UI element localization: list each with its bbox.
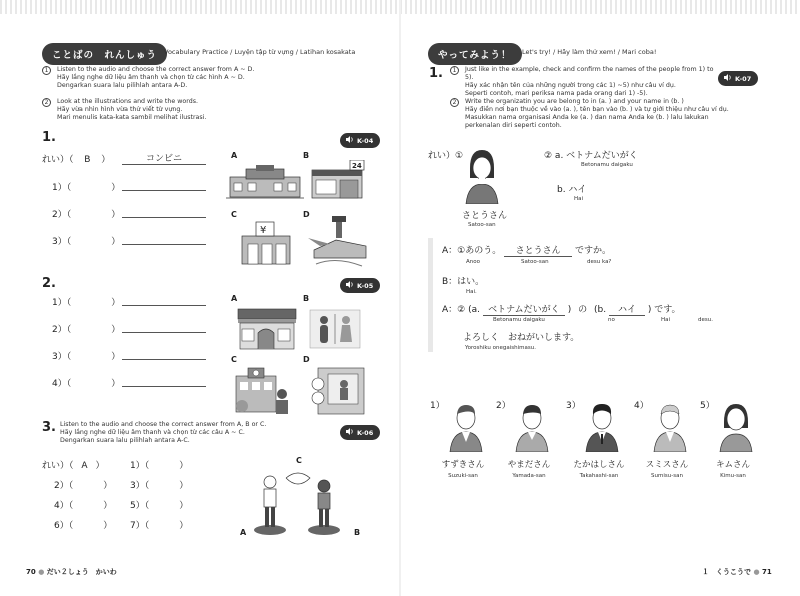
s3-item-4 bbox=[54, 498, 112, 511]
section-2-number: 2. bbox=[42, 276, 56, 291]
s3-item-3 bbox=[130, 478, 188, 491]
left-footer bbox=[26, 567, 117, 577]
s1-row-1 bbox=[52, 180, 120, 193]
row-label: 6）（ bbox=[54, 521, 74, 531]
dialog-line-3-romaji-4: desu. bbox=[698, 317, 713, 323]
people-row bbox=[428, 398, 778, 488]
example-label: れい）（ bbox=[42, 155, 74, 165]
bracket-close: ） bbox=[179, 481, 189, 491]
person-number: 4） bbox=[634, 401, 649, 411]
person-romaji: Suzuki-san bbox=[448, 473, 478, 479]
restroom-illustration bbox=[306, 308, 364, 350]
s1-write-line-3[interactable] bbox=[122, 244, 206, 245]
person-number: 5） bbox=[700, 401, 715, 411]
s3-pic-label-b: B bbox=[354, 528, 361, 537]
person-romaji: Takahashi-san bbox=[579, 473, 619, 479]
s1-pic-label-a: A bbox=[231, 151, 238, 160]
school-illustration bbox=[234, 366, 292, 416]
s1-write-line-2[interactable] bbox=[122, 217, 206, 218]
bracket-close: ） bbox=[103, 501, 113, 511]
s3-item-2 bbox=[54, 478, 112, 491]
speaker-icon bbox=[346, 136, 354, 145]
instr-line: Listen to the audio and choose the correct answer from A, B or C. bbox=[60, 421, 267, 428]
sign-24: 24 bbox=[352, 162, 362, 170]
atm-illustration bbox=[308, 366, 366, 416]
s2-pic-label-b: B bbox=[303, 294, 310, 303]
dialog-line-3-romaji-2: no bbox=[608, 317, 615, 323]
speaker-icon bbox=[724, 74, 732, 83]
bank-illustration bbox=[238, 220, 294, 266]
page-number: 71 bbox=[761, 568, 772, 576]
page-number: 70 bbox=[26, 568, 36, 576]
example-org: ② a. ベトナムだいがく bbox=[544, 151, 638, 161]
person-name: キムさん bbox=[716, 460, 750, 470]
row-label: 3）（ bbox=[130, 481, 150, 491]
bracket-close: ） bbox=[111, 352, 121, 362]
speaker-icon bbox=[346, 281, 354, 290]
dialog-line-1 bbox=[442, 243, 611, 257]
dialog-line-4: よろしく おねがいします。 bbox=[463, 333, 580, 343]
audio-track-label: K-04 bbox=[357, 137, 374, 145]
s2-pic-label-a: A bbox=[231, 294, 238, 303]
example-org-romaji: Betonamu daigaku bbox=[581, 162, 633, 168]
s3-pic-label-c: C bbox=[296, 456, 302, 465]
person-romaji: Kimu-san bbox=[720, 473, 746, 479]
bracket-close: ） bbox=[179, 461, 189, 471]
dialog-text: ) です。 bbox=[647, 305, 681, 315]
s2-pic-label-c: C bbox=[231, 355, 237, 364]
row-label: 7）（ bbox=[130, 521, 150, 531]
audio-button-k04[interactable] bbox=[340, 133, 380, 148]
row-label: 1）（ bbox=[52, 183, 72, 193]
s1-row-3 bbox=[52, 234, 120, 247]
bracket-close: ） bbox=[111, 325, 121, 335]
dialog-line-1-romaji-3: desu ka? bbox=[587, 259, 612, 265]
example-person-romaji: Satoo-san bbox=[468, 222, 496, 228]
conversation-illustration bbox=[250, 464, 354, 542]
instr-line: Hãy vừa nhìn hình vừa thử viết từ vựng. bbox=[57, 106, 183, 113]
instr-line: Just like in the example, check and confirm the names of the people from 1) to 5). bbox=[465, 66, 714, 81]
s1-example-row bbox=[42, 152, 110, 165]
s3-item-7 bbox=[130, 518, 188, 531]
s2-row-3 bbox=[52, 349, 120, 362]
person-name: スミスさん bbox=[645, 460, 689, 470]
person-2-portrait bbox=[514, 402, 550, 452]
bracket-close: ） bbox=[111, 237, 121, 247]
yen-sign: ¥ bbox=[260, 225, 267, 236]
instr-line: Dengarkan suara lalu pilihlah antara A-D. bbox=[57, 82, 188, 89]
bracket-close: ） bbox=[111, 210, 121, 220]
section-3-number: 3. bbox=[42, 420, 56, 435]
row-label: 1）（ bbox=[130, 461, 150, 471]
left-instruction-2 bbox=[42, 98, 362, 122]
satoo-portrait bbox=[464, 148, 500, 204]
s1-pic-label-c: C bbox=[231, 210, 237, 219]
row-label: 4）（ bbox=[54, 501, 74, 511]
row-label: 2）（ bbox=[54, 481, 74, 491]
audio-track-label: K-07 bbox=[735, 75, 752, 83]
s1-row-2 bbox=[52, 207, 120, 220]
dialog-blank-org: ベトナムだいがく bbox=[483, 302, 565, 316]
s1-pic-label-b: B bbox=[303, 151, 310, 160]
audio-button-k07[interactable] bbox=[718, 71, 758, 86]
dialog-text: (b. bbox=[594, 305, 607, 315]
left-section-subtitle: Vocabulary Practice / Luyện tập từ vựng / Latihan kosakata bbox=[164, 48, 356, 56]
person-romaji: Yamada-san bbox=[512, 473, 546, 479]
example-answer: A bbox=[81, 461, 88, 471]
instr-line: Dengarkan suara lalu pilihlah antara A-C. bbox=[60, 437, 190, 444]
s3-example bbox=[42, 458, 105, 471]
right-section-1-number: 1. bbox=[429, 66, 443, 81]
dialog-text: ですか。 bbox=[574, 246, 611, 256]
instr-line: Seperti contoh, mari periksa nama pada orang dari 1) -5). bbox=[465, 90, 648, 97]
s3-item-1 bbox=[130, 458, 188, 471]
dialog-blank-name: ハイ bbox=[609, 302, 645, 316]
bullet-dot-icon: ● bbox=[753, 568, 760, 576]
s2-row-4 bbox=[52, 376, 120, 389]
instr-line: perkenalan diri seperti contoh. bbox=[465, 122, 562, 129]
row-label: 1）（ bbox=[52, 298, 72, 308]
s1-pic-label-d: D bbox=[303, 210, 310, 219]
dialog-side-bar bbox=[428, 238, 433, 352]
page-spine bbox=[399, 0, 401, 596]
bracket-close: ） bbox=[111, 183, 121, 193]
example-answer: B bbox=[84, 155, 91, 165]
bracket-close: ） bbox=[179, 501, 189, 511]
instr-line: Hãy điền nơi bạn thuộc về vào (a. ), tên bạn vào (b. ) và tự giới thiệu như câu ví dụ. bbox=[465, 106, 729, 113]
bracket-close: ） bbox=[95, 461, 105, 471]
left-instruction-1 bbox=[42, 66, 362, 90]
right-footer bbox=[702, 567, 772, 577]
s2-write-line-3[interactable] bbox=[122, 359, 206, 360]
person-5-portrait bbox=[718, 402, 754, 452]
dialog-text: A：①あのう。 bbox=[442, 246, 502, 256]
s1-write-line-1[interactable] bbox=[122, 190, 206, 191]
dialog-text: の bbox=[578, 305, 588, 315]
audio-track-label: K-06 bbox=[357, 429, 374, 437]
s3-item-6 bbox=[54, 518, 112, 531]
s2-pic-label-d: D bbox=[303, 355, 310, 364]
s2-write-line-1[interactable] bbox=[122, 305, 206, 306]
example-label: れい）（ bbox=[42, 461, 74, 471]
s2-row-2 bbox=[52, 322, 120, 335]
audio-button-k05[interactable] bbox=[340, 278, 380, 293]
person-3-portrait bbox=[584, 402, 620, 452]
instr-line: Hãy lắng nghe dữ liệu âm thanh và chọn từ các câu A ~ C. bbox=[60, 429, 245, 436]
s2-write-line-4[interactable] bbox=[122, 386, 206, 387]
person-romaji: Sumisu-san bbox=[651, 473, 683, 479]
s3-pic-label-a: A bbox=[240, 528, 247, 537]
person-name: すずきさん bbox=[441, 460, 485, 470]
convenience-store-illustration bbox=[310, 160, 366, 202]
s3-item-5 bbox=[130, 498, 188, 511]
person-number: 2） bbox=[496, 401, 511, 411]
instruction-number: 2 bbox=[450, 98, 459, 107]
bracket-close: ） bbox=[103, 481, 113, 491]
person-1-portrait bbox=[448, 402, 484, 452]
dialog-line-4-romaji: Yoroshiku onegaishimasu. bbox=[465, 345, 536, 351]
person-name: やまださん bbox=[507, 460, 551, 470]
dialog-text: (a. bbox=[468, 305, 480, 315]
right-section-title: やってみよう！ bbox=[428, 43, 522, 65]
dialog-text: ) bbox=[567, 305, 572, 315]
dialog-line-1-romaji-1: Anoo bbox=[466, 259, 480, 265]
row-label: 3）（ bbox=[52, 352, 72, 362]
example-label: れい）① bbox=[428, 151, 464, 161]
audio-button-k06[interactable] bbox=[340, 425, 380, 440]
dialog-line-3-romaji-3: Hai bbox=[661, 317, 671, 323]
dialog-line-1-romaji-2: Satoo-san bbox=[521, 259, 549, 265]
example-name-romaji: Hai bbox=[574, 196, 584, 202]
person-4-portrait bbox=[652, 402, 688, 452]
audio-track-label: K-05 bbox=[357, 282, 374, 290]
bracket-close: ） bbox=[179, 521, 189, 531]
instruction-number: 1 bbox=[450, 66, 459, 75]
right-section-subtitle: Let's try! / Hãy làm thử xem! / Mari coba! bbox=[522, 48, 657, 56]
instruction-number: 2 bbox=[42, 98, 51, 107]
example-name: b. ハイ bbox=[557, 185, 587, 195]
speaker-icon bbox=[346, 428, 354, 437]
s3-instructions bbox=[60, 421, 330, 445]
row-label: 3）（ bbox=[52, 237, 72, 247]
left-section-title: ことばの れんしゅう bbox=[42, 43, 167, 65]
row-label: 2）（ bbox=[52, 325, 72, 335]
instr-line: Listen to the audio and choose the correct answer from A ~ D. bbox=[57, 66, 255, 73]
instr-line: Write the organizatin you are belong to in (a. ) and your name in (b. ) bbox=[465, 98, 684, 105]
s1-example-word: コンビニ bbox=[122, 151, 206, 165]
s2-row-1 bbox=[52, 295, 120, 308]
instr-line: Hãy lắng nghe dữ liệu âm thanh và chọn từ các hình A ~ D. bbox=[57, 74, 245, 81]
person-name: たかはしさん bbox=[573, 460, 625, 470]
dialog-text: A：② bbox=[442, 305, 469, 315]
instr-line: Hãy xác nhận tên của những người trong các 1) ~5) như câu ví dụ. bbox=[465, 82, 676, 89]
airport-illustration bbox=[306, 216, 368, 268]
person-number: 1） bbox=[430, 401, 445, 411]
bracket-close: ） bbox=[111, 298, 121, 308]
instruction-number: 1 bbox=[42, 66, 51, 75]
dialog-line-3 bbox=[442, 302, 681, 316]
dialog-blank-name: さとうさん bbox=[504, 243, 572, 257]
instr-line: Masukkan nama organisasi Anda ke (a. ) dan nama Anda ke (b. ) lalu lakukan bbox=[465, 114, 709, 121]
row-label: 2）（ bbox=[52, 210, 72, 220]
bracket-close: ） bbox=[111, 379, 121, 389]
chapter-title: だい２しょう かいわ bbox=[46, 568, 117, 576]
dialog-line-2-romaji: Hai. bbox=[466, 289, 477, 295]
shop-illustration bbox=[236, 305, 298, 351]
dialog-line-3-romaji-1: Betonamu daigaku bbox=[493, 317, 545, 323]
bracket-close: ） bbox=[103, 521, 113, 531]
chapter-title: １ くうこうで bbox=[702, 568, 751, 576]
instr-line: Look at the illustrations and write the words. bbox=[57, 98, 198, 105]
bullet-dot-icon: ● bbox=[38, 568, 45, 576]
section-1-number: 1. bbox=[42, 130, 56, 145]
right-instruction-1 bbox=[450, 66, 718, 98]
row-label: 4）（ bbox=[52, 379, 72, 389]
example-person-name: さとうさん bbox=[462, 211, 508, 221]
person-number: 3） bbox=[566, 401, 581, 411]
station-illustration bbox=[226, 165, 304, 203]
bracket-close: ） bbox=[101, 155, 111, 165]
instr-line: Mari menulis kata-kata sambil melihat ilustrasi. bbox=[57, 114, 207, 121]
row-label: 5）（ bbox=[130, 501, 150, 511]
right-instruction-2 bbox=[450, 98, 740, 130]
dialog-line-2: B：はい。 bbox=[442, 277, 485, 287]
s2-write-line-2[interactable] bbox=[122, 332, 206, 333]
